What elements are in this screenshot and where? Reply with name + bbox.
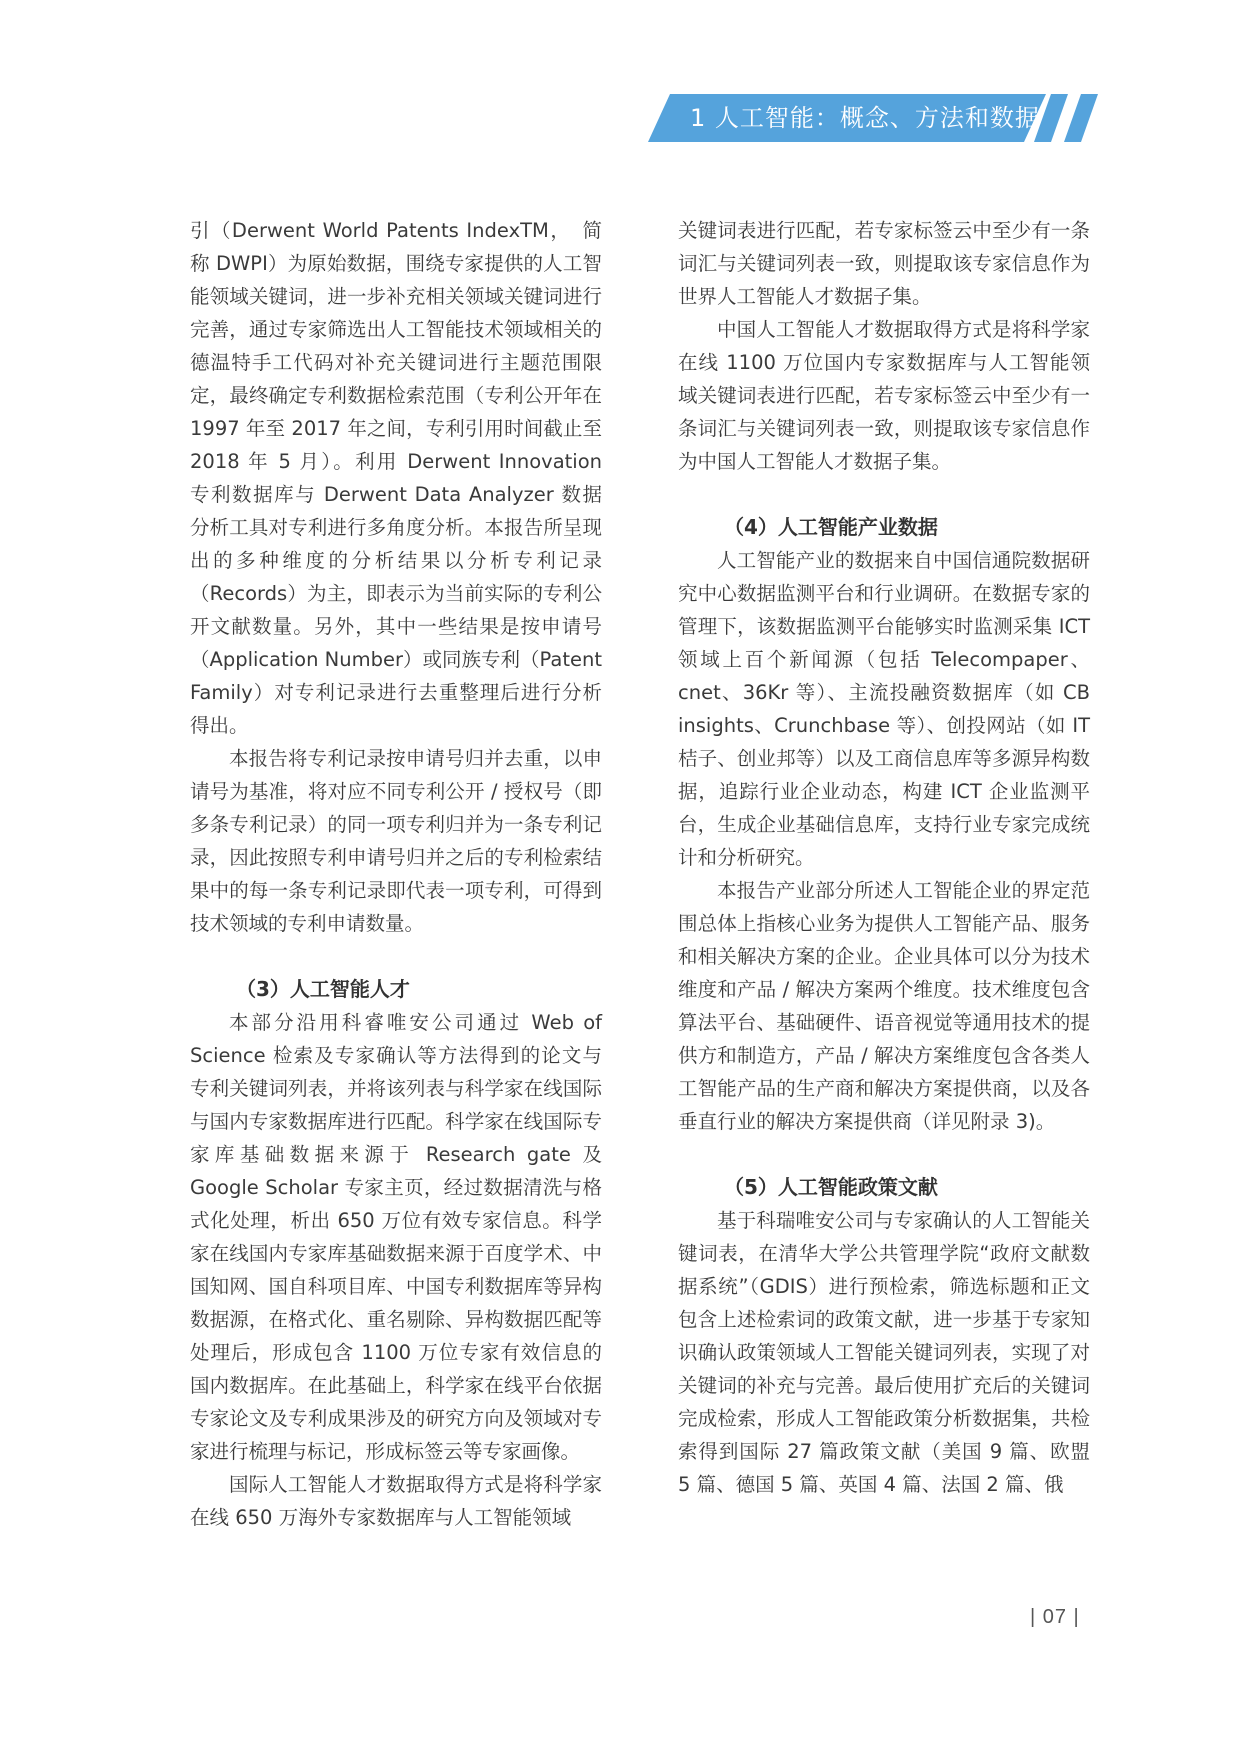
- right-paragraph-4: 本报告产业部分所述人工智能企业的界定范围总体上指核心业务为提供人工智能产品、服务和相关解决方案的企业。企业具体可以分为技术维度和产品 / 解决方案两个维度。技术维度包含算法平台、基础硬件、语音视觉等通用技术的提供方和制造方，产品 / 解决方案维度包含各类人工智能产品的生产商和解决方案提供商，以及各垂直行业的解决方案提供商（详见附录 3)。: [678, 879, 1090, 1133]
- left-column: [190, 214, 602, 1534]
- chapter-title: 1 人工智能：概念、方法和数据: [690, 104, 1040, 132]
- header-stripe-2: [1064, 94, 1098, 142]
- right-paragraph-2: 中国人工智能人才数据取得方式是将科学家在线 1100 万位国内专家数据库与人工智能领域关键词表进行匹配，若专家标签云中至少有一条词汇与关键词列表一致，则提取该专家信息作为中国人工智能人才数据子集。: [678, 318, 1090, 473]
- page-number: | 07 |: [1030, 1606, 1080, 1628]
- right-paragraph-1: 关键词表进行匹配，若专家标签云中至少有一条词汇与关键词列表一致，则提取该专家信息作为世界人工智能人才数据子集。: [678, 219, 1090, 308]
- right-column: [678, 214, 1090, 1501]
- section-heading-talent: （3）人工智能人才: [236, 977, 410, 1001]
- left-paragraph-4: 国际人工智能人才数据取得方式是将科学家在线 650 万海外专家数据库与人工智能领域: [190, 1473, 602, 1529]
- right-paragraph-3: 人工智能产业的数据来自中国信通院数据研究中心数据监测平台和行业调研。在数据专家的管理下，该数据监测平台能够实时监测采集 ICT 领域上百个新闻源（包括 Telecompaper、cnet、36Kr 等）、主流投融资数据库（如 CB insights、Crunchbase 等）、创投网站（如 IT 桔子、创业邦等）以及工商信息库等多源异构数据，追踪行业企业动态，构建 ICT 企业监测平台，生成企业基础信息库，支持行业专家完成统计和分析研究。: [678, 549, 1090, 869]
- left-paragraph-1: 引（Derwent World Patents IndexTM， 简 称 DWPI）为原始数据，围绕专家提供的人工智能领域关键词，进一步补充相关领域关键词进行完善，通过专家筛选出人工智能技术领域相关的德温特手工代码对补充关键词进行主题范围限定，最终确定专利数据检索范围（专利公开年在 1997 年至 2017 年之间，专利引用时间截止至 2018 年 5 月）。利用 Derwent Innovation 专利数据库与 Derwent Data Analyzer 数据分析工具对专利进行多角度分析。本报告所呈现出的多种维度的分析结果以分析专利记录（Records）为主，即表示为当前实际的专利公开文献数量。另外，其中一些结果是按申请号（Application Number）或同族专利（Patent Family）对专利记录进行去重整理后进行分析得出。: [190, 219, 602, 737]
- left-paragraph-2: 本报告将专利记录按申请号归并去重，以申请号为基准，将对应不同专利公开 / 授权号（即多条专利记录）的同一项专利归并为一条专利记录，因此按照专利申请号归并之后的专利检索结果中的每一条专利记录即代表一项专利，可得到技术领域的专利申请数量。: [190, 747, 602, 935]
- section-heading-policy: （5）人工智能政策文献: [724, 1175, 938, 1199]
- left-paragraph-3: 本部分沿用科睿唯安公司通过 Web of Science 检索及专家确认等方法得到的论文与专利关键词列表，并将该列表与科学家在线国际与国内专家数据库进行匹配。科学家在线国际专家库基础数据来源于 Research gate 及 Google Scholar 专家主页，经过数据清洗与格式化处理，析出 650 万位有效专家信息。科学家在线国内专家库基础数据来源于百度学术、中国知网、国自科项目库、中国专利数据库等异构数据源，在格式化、重名剔除、异构数据匹配等处理后，形成包含 1100 万位专家有效信息的国内数据库。在此基础上，科学家在线平台依据专家论文及专利成果涉及的研究方向及领域对专家进行梳理与标记，形成标签云等专家画像。: [190, 1011, 602, 1463]
- section-heading-industry: （4）人工智能产业数据: [724, 515, 938, 539]
- right-paragraph-5: 基于科瑞唯安公司与专家确认的人工智能关键词表，在清华大学公共管理学院“政府文献数据系统”（GDIS）进行预检索，筛选标题和正文包含上述检索词的政策文献，进一步基于专家知识确认政策领域人工智能关键词列表，实现了对关键词的补充与完善。最后使用扩充后的关键词完成检索，形成人工智能政策分析数据集，共检索得到国际 27 篇政策文献（美国 9 篇、欧盟 5 篇、德国 5 篇、英国 4 篇、法国 2 篇、俄: [678, 1209, 1090, 1496]
